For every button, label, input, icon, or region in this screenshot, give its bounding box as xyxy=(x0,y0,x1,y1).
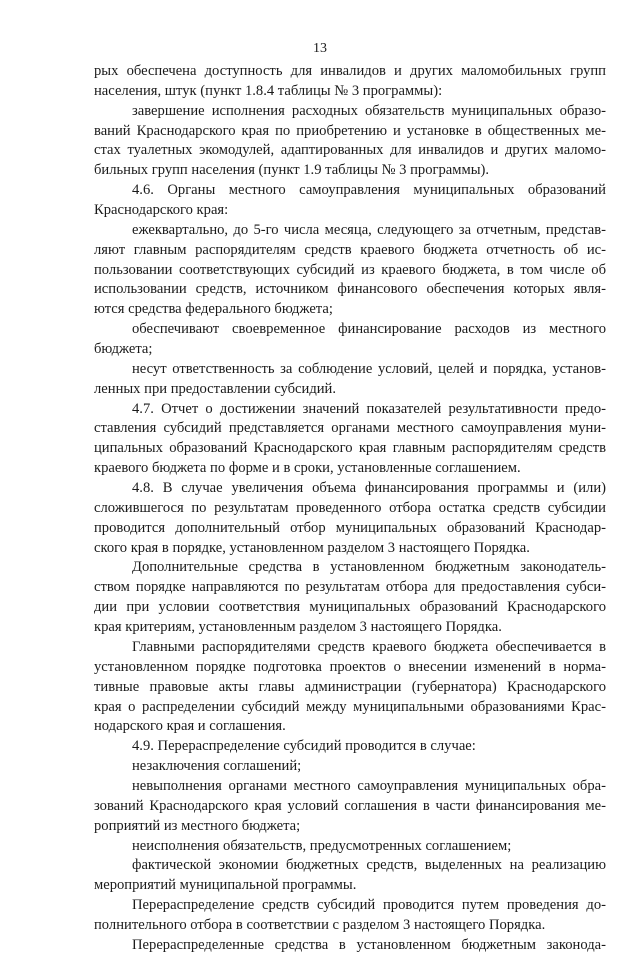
text-line: ются средства федерального бюджета; xyxy=(94,301,333,318)
text-line: ленных при предоставлении субсидий. xyxy=(94,380,337,397)
text-line: невыполнения органами местного самоуправления муниципальных обра- xyxy=(132,777,606,794)
text-line: бильных групп населения (пункт 1.9 таблицы № 3 программы). xyxy=(94,162,490,179)
text-line: Перераспределенные средства в установленном бюджетным законода- xyxy=(132,936,606,953)
text-line: обеспечивают своевременное финансирование расходов из местного xyxy=(132,321,606,338)
text-line: роприятий из местного бюджета; xyxy=(94,817,301,834)
text-line: 4.8. В случае увеличения объема финансирования программы и (или) xyxy=(132,480,606,497)
text-line: зований Краснодарского края условий соглашения в части финансирования ме- xyxy=(94,797,606,814)
text-line: проводится дополнительный отбор муниципальных образований Краснодар- xyxy=(94,519,606,536)
text-line: ципальных образований Краснодарского края главным распорядителям средств xyxy=(94,440,606,457)
text-line: ского края в порядке, установленном разделом 3 настоящего Порядка. xyxy=(94,539,530,556)
text-line: дии при условии соответствия муниципальных образований Краснодарского xyxy=(94,599,606,616)
text-line: несут ответственность за соблюдение условий, целей и порядка, установ- xyxy=(132,360,606,377)
text-line: краевого бюджета по форме и в сроки, установленные соглашением. xyxy=(94,460,521,477)
text-line: фактической экономии бюджетных средств, выделенных на реализацию xyxy=(132,857,606,874)
text-line: сложившегося по результатам проведенного отбора остатка средств субсидии xyxy=(94,499,606,516)
text-line: населения, штук (пункт 1.8.4 таблицы № 3 программы): xyxy=(94,82,443,99)
text-line: стах туалетных экомодулей, адаптированных для инвалидов и других маломо- xyxy=(94,142,606,159)
text-line: использовании средств, источником финансового обеспечения которых явля- xyxy=(94,281,606,298)
text-line: нодарского края и соглашения. xyxy=(94,718,286,735)
page-number: 13 xyxy=(313,41,327,56)
text-line: 4.6. Органы местного самоуправления муниципальных образований xyxy=(132,182,606,199)
text-line: завершение исполнения расходных обязательств муниципальных образо- xyxy=(132,102,606,119)
text-line: тивные правовые акты главы администрации (губернатора) Краснодарского xyxy=(94,678,606,695)
text-line: Краснодарского края: xyxy=(94,202,229,219)
text-line: ляют главным распорядителям средств краевого бюджета отчетность об ис- xyxy=(94,241,606,258)
text-line: 4.7. Отчет о достижении значений показателей результативности предо- xyxy=(132,400,606,417)
text-line: установленном порядке подготовка проектов о внесении изменений в норма- xyxy=(94,658,606,675)
text-line: края критериям, установленным разделом 3 настоящего Порядка. xyxy=(94,619,502,636)
document-body xyxy=(94,62,606,956)
text-line: пользовании соответствующих субсидий из краевого бюджета, в том числе об xyxy=(94,261,606,278)
text-line: бюджета; xyxy=(94,341,153,358)
text-line: полнительного отбора в соответствии с разделом 3 настоящего Порядка. xyxy=(94,916,546,933)
text-line: ством порядке направляются по результатам отбора для предоставления субси- xyxy=(94,579,606,596)
text-line: Главными распорядителями средств краевого бюджета обеспечивается в xyxy=(132,638,606,655)
text-line: Перераспределение средств субсидий проводится путем проведения до- xyxy=(132,897,606,914)
text-line: края о распределении субсидий между муниципальными образованиями Крас- xyxy=(94,698,606,715)
text-line: 4.9. Перераспределение субсидий проводится в случае: xyxy=(132,738,476,755)
text-line: мероприятий муниципальной программы. xyxy=(94,877,357,894)
text-line: ежеквартально, до 5-го числа месяца, следующего за отчетным, представ- xyxy=(132,221,606,238)
text-line: незаключения соглашений; xyxy=(132,758,302,775)
text-line: Дополнительные средства в установленном бюджетным законодатель- xyxy=(132,559,606,576)
text-line: рых обеспечена доступность для инвалидов и других маломобильных групп xyxy=(94,63,606,79)
text-line: ставления субсидий представляется органами местного самоуправления муни- xyxy=(94,420,606,437)
text-line: ваний Краснодарского края по приобретению и установке в общественных ме- xyxy=(94,122,606,139)
text-line: неисполнения обязательств, предусмотренных соглашением; xyxy=(132,837,512,854)
